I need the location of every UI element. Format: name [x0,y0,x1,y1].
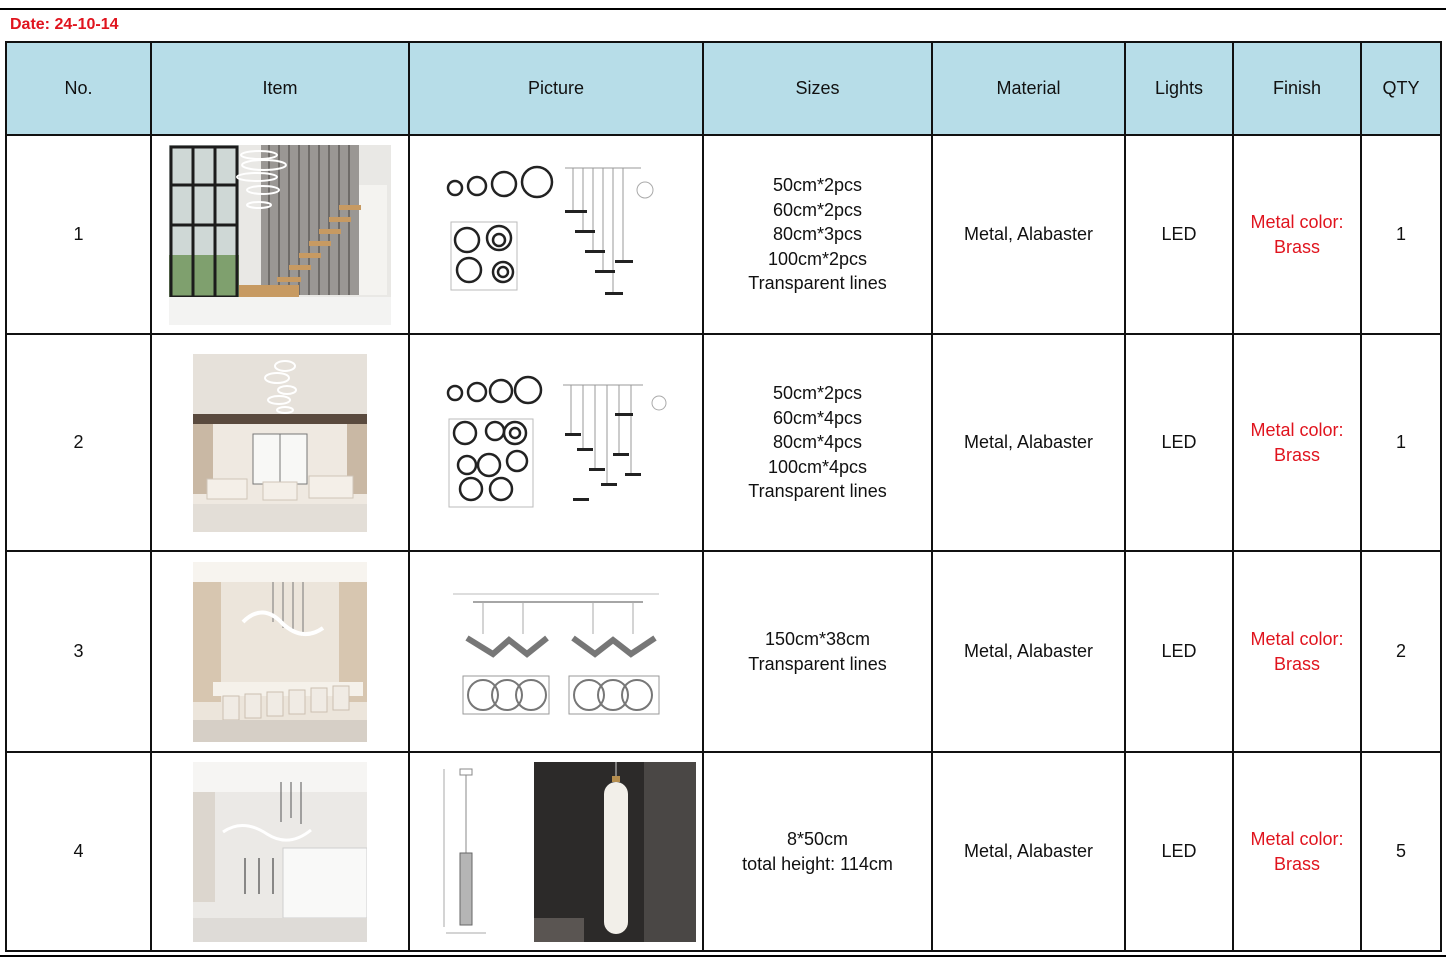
finish-cell [1233,334,1361,551]
header-finish: Finish [1233,42,1361,135]
ring-chandelier-drawing [443,373,669,513]
finish-line: Metal color: [1250,212,1344,232]
header-material: Material [932,42,1125,135]
header-sizes: Sizes [703,42,932,135]
finish-line: Metal color: [1250,420,1344,440]
size-line: 80cm*4pcs [772,432,863,453]
qty-cell: 1 [1361,135,1441,334]
date-label: Date: 24-10-14 [10,16,119,33]
lights-cell: LED [1125,334,1233,551]
sizes-cell [703,752,932,951]
pendant-photo [534,762,696,942]
material-cell: Metal, Alabaster [932,135,1125,334]
picture-cell [409,334,703,551]
size-line: 80cm*3pcs [772,224,863,245]
row-number: 1 [6,135,151,334]
size-line: 50cm*2pcs [772,175,863,196]
picture-cell [409,551,703,752]
lights-cell: LED [1125,752,1233,951]
finish-line: Brass [1273,444,1320,465]
staircase-photo [169,145,391,325]
sizes-cell [703,551,932,752]
item-photo-cell [151,551,409,752]
table-row [6,752,1441,951]
finish-line: Metal color: [1250,829,1344,849]
lights-cell: LED [1125,135,1233,334]
size-line: 60cm*4pcs [772,407,863,428]
size-line: 100cm*2pcs [767,248,868,269]
item-photo-cell [151,334,409,551]
table-row [6,135,1441,334]
item-photo-cell [151,135,409,334]
row-number: 2 [6,334,151,551]
size-line: total height: 114cm [742,853,893,874]
picture-cell [409,135,703,334]
sizes-cell [703,334,932,551]
quotation-table [5,41,1442,952]
sizes-cell [703,135,932,334]
header-picture: Picture [409,42,703,135]
header-lights: Lights [1125,42,1233,135]
finish-line: Metal color: [1250,629,1344,649]
header-qty: QTY [1361,42,1441,135]
linear-chandelier-drawing [443,582,669,722]
size-line: 150cm*38cm [764,629,871,649]
kitchen-photo [193,762,367,942]
finish-cell [1233,752,1361,951]
size-line: Transparent lines [748,481,887,502]
qty-cell: 5 [1361,752,1441,951]
ring-chandelier-drawing [441,160,671,310]
header-item: Item [151,42,409,135]
picture-cell [409,752,703,951]
row-number: 3 [6,551,151,752]
finish-line: Brass [1273,236,1320,257]
finish-line: Brass [1273,653,1320,674]
qty-cell: 2 [1361,551,1441,752]
dining-room-photo [193,562,367,742]
material-cell: Metal, Alabaster [932,551,1125,752]
size-line: Transparent lines [748,273,887,294]
bottom-rule [0,955,1446,957]
row-number: 4 [6,752,151,951]
table-row [6,551,1441,752]
size-line: 100cm*4pcs [767,456,868,477]
size-line: Transparent lines [748,653,887,674]
lights-cell: LED [1125,551,1233,752]
living-room-photo [193,354,367,532]
header-no: No. [6,42,151,135]
qty-cell: 1 [1361,334,1441,551]
size-line: 60cm*2pcs [772,199,863,220]
item-photo-cell [151,752,409,951]
size-line: 50cm*2pcs [772,383,863,404]
pendant-drawing [436,767,496,937]
material-cell: Metal, Alabaster [932,334,1125,551]
top-rule [0,8,1446,10]
table-row [6,334,1441,551]
finish-cell [1233,135,1361,334]
size-line: 8*50cm [786,829,849,849]
finish-line: Brass [1273,853,1320,874]
finish-cell [1233,551,1361,752]
material-cell: Metal, Alabaster [932,752,1125,951]
header-row [6,42,1441,135]
